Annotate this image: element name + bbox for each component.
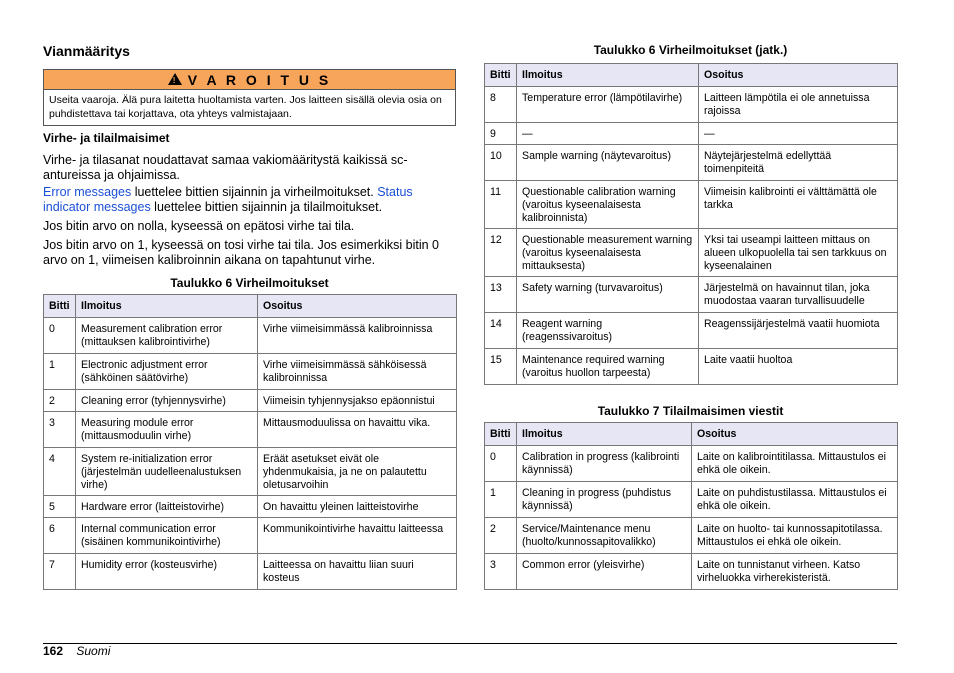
status-table [484,422,898,590]
bit-cell: 11 [485,181,517,229]
table-row [485,181,898,229]
error-table [43,294,457,590]
indication-cell: Laite on kalibrointitilassa. Mittaustulos ei ehkä ole oikein. [692,446,898,482]
indication-cell: Yksi tai useampi laitteen mittaus on alueen ulkopuolella tai sen tarkkuus on kyseenalainen [699,229,898,277]
bit-cell: 2 [44,390,76,412]
message-cell: System re-initialization error (järjestelmän uudelleenalustuksen virhe) [76,448,258,496]
indication-cell: Viimeisin kalibrointi ei välttämättä ole tarkka [699,181,898,229]
bit-cell: 13 [485,277,517,313]
bit-cell: 3 [485,554,517,590]
table-row [44,318,457,354]
table-row [485,349,898,385]
warning-triangle-icon: ! [168,73,182,85]
message-cell: Measurement calibration error (mittauksen kalibrointivirhe) [76,318,258,354]
indication-cell: On havaittu yleinen laitteistovirhe [258,496,457,518]
indication-cell: Kommunikointivirhe havaittu laitteessa [258,518,457,554]
message-cell: Cleaning in progress (puhdistus käynnissä) [517,482,692,518]
bit-cell: 5 [44,496,76,518]
indication-cell: — [699,123,898,145]
table7-caption: Taulukko 7 Tilailmaisimen viestit [597,404,784,418]
section-title: Vianmääritys [43,43,130,59]
paragraph-2-mid: luettelee bittien sijainnin ja virheilmoitukset. [131,185,378,199]
indication-cell: Laitteessa on havaittu liian suuri kosteus [258,554,457,590]
table-row [44,496,457,518]
footer [43,644,110,658]
message-cell: Reagent warning (reagenssivaroitus) [517,313,699,349]
table-row [485,313,898,349]
table-row [44,390,457,412]
message-cell: Internal communication error (sisäinen kommunikointivirhe) [76,518,258,554]
indication-cell: Laite on huolto- tai kunnossapitotilassa. Mittaustulos ei ehkä ole oikein. [692,518,898,554]
status-indicator-messages-link[interactable]: Status indicator messages [43,185,413,214]
table6-caption: Taulukko 6 Virheilmoitukset [170,276,329,290]
table-row [44,518,457,554]
table-row [485,446,898,482]
message-cell: — [517,123,699,145]
table-row [44,448,457,496]
table-row [485,482,898,518]
table-row [485,554,898,590]
indication-cell: Virhe viimeisimmässä sähköisessä kalibroinnissa [258,354,457,390]
column-header: Bitti [485,423,517,446]
paragraph-3: Jos bitin arvo on nolla, kyseessä on epätosi virhe tai tila. [43,219,355,233]
bit-cell: 12 [485,229,517,277]
bit-cell: 4 [44,448,76,496]
bit-cell: 3 [44,412,76,448]
bit-cell: 1 [44,354,76,390]
table-header-row [485,423,898,446]
table-row [485,277,898,313]
column-header: Bitti [44,295,76,318]
indication-cell: Mittausmoduulissa on havaittu vika. [258,412,457,448]
column-header: Osoitus [258,295,457,318]
subheading: Virhe- ja tilailmaisimet [43,131,170,145]
indication-cell: Reagenssijärjestelmä vaatii huomiota [699,313,898,349]
indication-cell: Virhe viimeisimmässä kalibroinnissa [258,318,457,354]
warning-label: V A R O I T U S [187,71,332,88]
footer-divider [43,643,897,644]
warning-header [44,70,455,90]
indication-cell: Viimeisin tyhjennysjakso epäonnistui [258,390,457,412]
message-cell: Electronic adjustment error (sähköinen säätövirhe) [76,354,258,390]
table-row [44,412,457,448]
column-header: Osoitus [699,64,898,87]
paragraph-2 [43,185,453,215]
column-header: Ilmoitus [76,295,258,318]
paragraph-1: Virhe- ja tilasanat noudattavat samaa vakiomääritystä kaikissä sc-antureissa ja ohjaimissa. [43,153,408,182]
page-number: 162 [43,644,64,658]
column-header: Osoitus [692,423,898,446]
bit-cell: 1 [485,482,517,518]
message-cell: Cleaning error (tyhjennysvirhe) [76,390,258,412]
bit-cell: 6 [44,518,76,554]
message-cell: Calibration in progress (kalibrointi käynnissä) [517,446,692,482]
bit-cell: 15 [485,349,517,385]
column-header: Ilmoitus [517,423,692,446]
table-row [485,123,898,145]
message-cell: Questionable measurement warning (varoitus kyseenalaisesta mittauksesta) [517,229,699,277]
table-row [485,87,898,123]
message-cell: Measuring module error (mittausmoduulin virhe) [76,412,258,448]
message-cell: Temperature error (lämpötilavirhe) [517,87,699,123]
warning-box [43,69,456,126]
bit-cell: 14 [485,313,517,349]
error-table-continued [484,63,898,385]
bit-cell: 7 [44,554,76,590]
message-cell: Sample warning (näytevaroitus) [517,145,699,181]
indication-cell: Laite on tunnistanut virheen. Katso virheluokka virherekisteristä. [692,554,898,590]
message-cell: Maintenance required warning (varoitus huollon tarpeesta) [517,349,699,385]
table-row [485,229,898,277]
indication-cell: Laite on puhdistustilassa. Mittaustulos ei ehkä ole oikein. [692,482,898,518]
bit-cell: 8 [485,87,517,123]
message-cell: Service/Maintenance menu (huolto/kunnossapitovalikko) [517,518,692,554]
message-cell: Safety warning (turvavaroitus) [517,277,699,313]
table-row [44,554,457,590]
error-messages-link[interactable]: Error messages [43,185,132,199]
message-cell: Hardware error (laitteistovirhe) [76,496,258,518]
paragraph-2-end: luettelee bittien sijainnin ja tilailmoitukset. [150,200,383,214]
indication-cell: Eräät asetukset eivät ole yhdenmukaisia, ja ne on palautettu oletusarvoihin [258,448,457,496]
indication-cell: Järjestelmä on havainnut tilan, joka muodostaa vaaran turvallisuudelle [699,277,898,313]
message-cell: Common error (yleisvirhe) [517,554,692,590]
table-header-row [485,64,898,87]
message-cell: Humidity error (kosteusvirhe) [76,554,258,590]
message-cell: Questionable calibration warning (varoitus kyseenalaisesta kalibroinnista) [517,181,699,229]
table-row [44,354,457,390]
bit-cell: 0 [44,318,76,354]
bit-cell: 9 [485,123,517,145]
footer-language: Suomi [76,644,111,658]
column-header: Bitti [485,64,517,87]
table6b-caption: Taulukko 6 Virheilmoitukset (jatk.) [593,43,788,57]
indication-cell: Laitteen lämpötila ei ole annetuissa rajoissa [699,87,898,123]
bit-cell: 10 [485,145,517,181]
indication-cell: Laite vaatii huoltoa [699,349,898,385]
table-header-row [44,295,457,318]
warning-text: Useita vaaroja. Älä pura laitetta huoltamista varten. Jos laitteen sisällä olevia osia on puhdistettava tai korjattava, ota yhteys valmistajaan. [49,94,442,120]
table-row [485,145,898,181]
column-header: Ilmoitus [517,64,699,87]
paragraph-4: Jos bitin arvo on 1, kyseessä on tosi virhe tai tila. Jos esimerkiksi bitin 0 arvo on 1, viimeisen kalibroinnin aikana on tapahtunut virhe. [43,238,440,267]
table-row [485,518,898,554]
bit-cell: 2 [485,518,517,554]
bit-cell: 0 [485,446,517,482]
indication-cell: Näytejärjestelmä edellyttää toimenpiteitä [699,145,898,181]
